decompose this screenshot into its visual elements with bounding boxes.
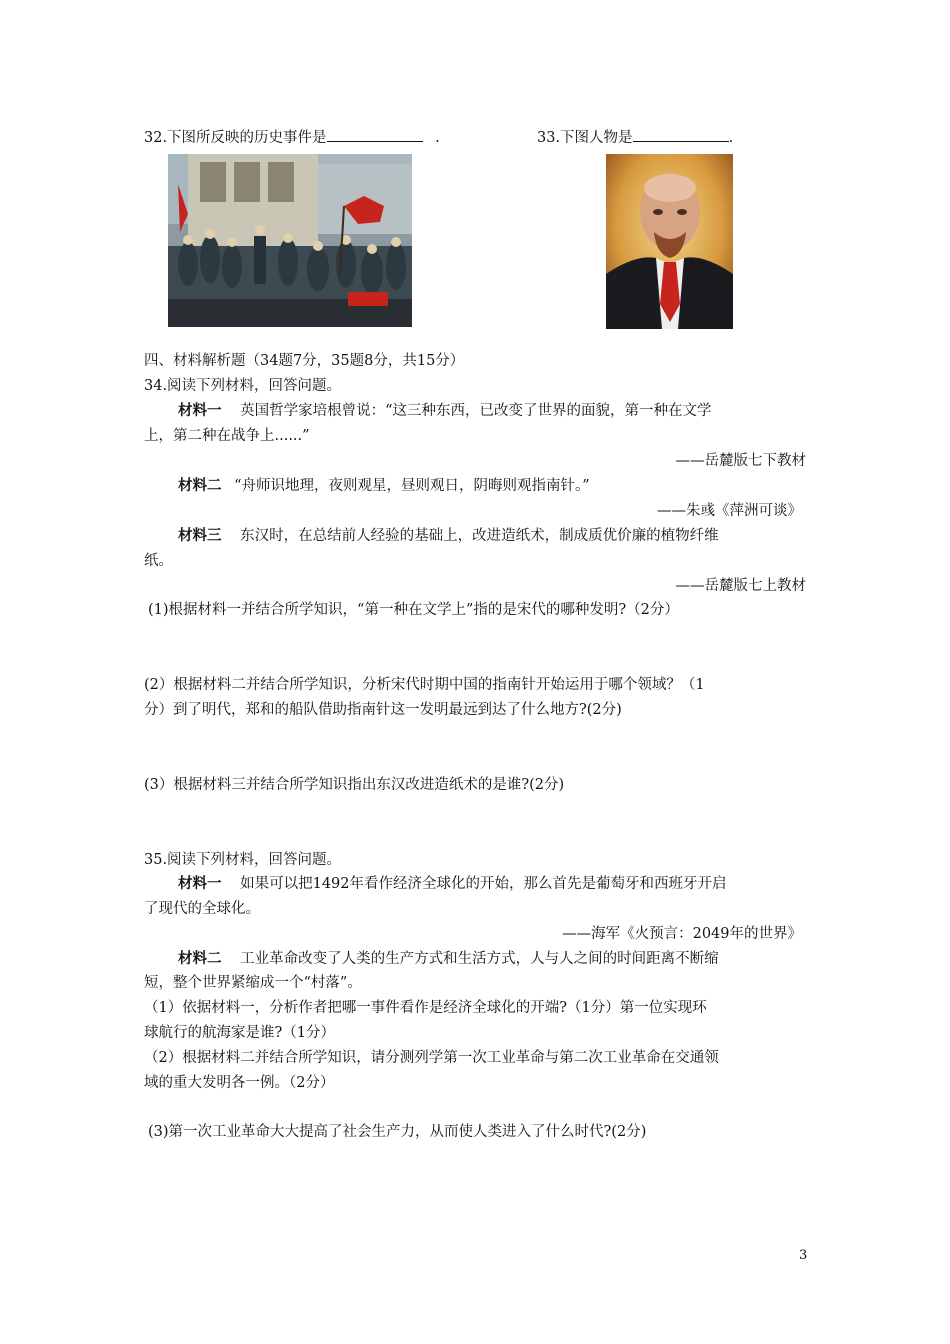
answer-blank-33[interactable] — [633, 127, 729, 142]
answer-blank-32[interactable] — [327, 127, 423, 142]
question-33 — [537, 127, 733, 148]
q34-subquestion-1: (1)根据材料一并结合所学知识，“第一种在文学上”指的是宋代的哪种发明?（2分） — [148, 602, 679, 618]
history-painting-image — [168, 154, 412, 327]
q35-material-2-label: 材料二 — [178, 950, 222, 967]
q34-material-2-line — [178, 476, 590, 496]
q34-subquestion-2-line-1: (2）根据材料二并结合所学知识，分析宋代时期中国的指南针开始运用于哪个领域？（1 — [144, 677, 705, 693]
history-painting-svg — [168, 154, 412, 327]
q34-material-2-label: 材料二 — [178, 477, 222, 494]
q35-material-1-text-2: 了现代的全球化。 — [144, 901, 260, 917]
q35-material-2-line-1 — [178, 949, 719, 969]
question-32 — [144, 127, 440, 148]
q34-material-3-label: 材料三 — [178, 527, 222, 544]
q34-material-2-text: “舟师识地理，夜则观星，昼则观日，阴晦则观指南针。” — [234, 478, 590, 494]
q34-subquestion-3: (3）根据材料三并结合所学知识指出东汉改进造纸术的是谁?(2分) — [144, 777, 565, 793]
q34-material-2-source: ——朱彧《萍洲可谈》 — [657, 503, 802, 519]
q34-material-1-label: 材料一 — [178, 402, 222, 419]
q35-subquestion-1-line-2: 球航行的航海家是谁?（1分） — [144, 1025, 335, 1041]
q35-subquestion-3: (3)第一次工业革命大大提高了社会生产力，从而使人类进入了什么时代?(2分) — [148, 1124, 647, 1140]
question-34-intro: 34.阅读下列材料，回答问题。 — [144, 378, 342, 394]
question-35-intro: 35.阅读下列材料，回答问题。 — [144, 852, 342, 868]
q34-material-1-line-1 — [178, 401, 712, 421]
q34-material-1-text-2: 上，第二种在战争上......” — [144, 428, 310, 444]
question-32-tail: . — [435, 130, 440, 146]
q34-material-3-line-1 — [178, 526, 719, 546]
q35-material-1-source: ——海军《火预言：2049年的世界》 — [562, 926, 802, 942]
q34-subquestion-2-line-2: 分）到了明代，郑和的船队借助指南针这一发明最远到达了什么地方?(2分) — [144, 702, 622, 718]
q35-material-2-text-1: 工业革命改变了人类的生产方式和生活方式，人与人之间的时间距离不断缩 — [240, 951, 719, 967]
q35-material-1-line-1 — [178, 874, 727, 894]
q35-subquestion-2-line-1: （2）根据材料二并结合所学知识，请分测列学第一次工业革命与第二次工业革命在交通领 — [144, 1050, 719, 1066]
question-33-tail: . — [728, 130, 734, 146]
q34-material-3-source: ——岳麓版七上教材 — [675, 578, 806, 594]
q35-subquestion-1-line-1: （1）依据材料一，分析作者把哪一事件看作是经济全球化的开端?（1分）第一位实现环 — [144, 1000, 707, 1016]
portrait-svg — [606, 154, 733, 329]
section-4-heading: 四、材料解析题（34题7分，35题8分，共15分） — [144, 353, 465, 369]
q35-material-1-label: 材料一 — [178, 875, 222, 892]
portrait-image — [606, 154, 733, 329]
page-number: 3 — [799, 1248, 808, 1263]
q34-material-3-text-2: 纸。 — [144, 553, 173, 569]
q34-material-1-source: ——岳麓版七下教材 — [675, 453, 806, 469]
q35-material-2-text-2: 短，整个世界紧缩成一个“村落”。 — [144, 975, 362, 991]
q34-material-3-text-1: 东汉时，在总结前人经验的基础上，改进造纸术，制成质优价廉的植物纤维 — [240, 528, 719, 544]
q35-material-1-text-1: 如果可以把1492年看作经济全球化的开始，那么首先是葡萄牙和西班牙开启 — [240, 876, 727, 892]
question-32-text: 32.下图所反映的历史事件是 — [144, 130, 327, 146]
question-33-text: 33.下图人物是 — [537, 130, 633, 146]
q34-material-1-text-1: 英国哲学家培根曾说：“这三种东西，已改变了世界的面貌，第一种在文学 — [240, 403, 712, 419]
q35-subquestion-2-line-2: 域的重大发明各一例。（2分） — [144, 1075, 335, 1091]
